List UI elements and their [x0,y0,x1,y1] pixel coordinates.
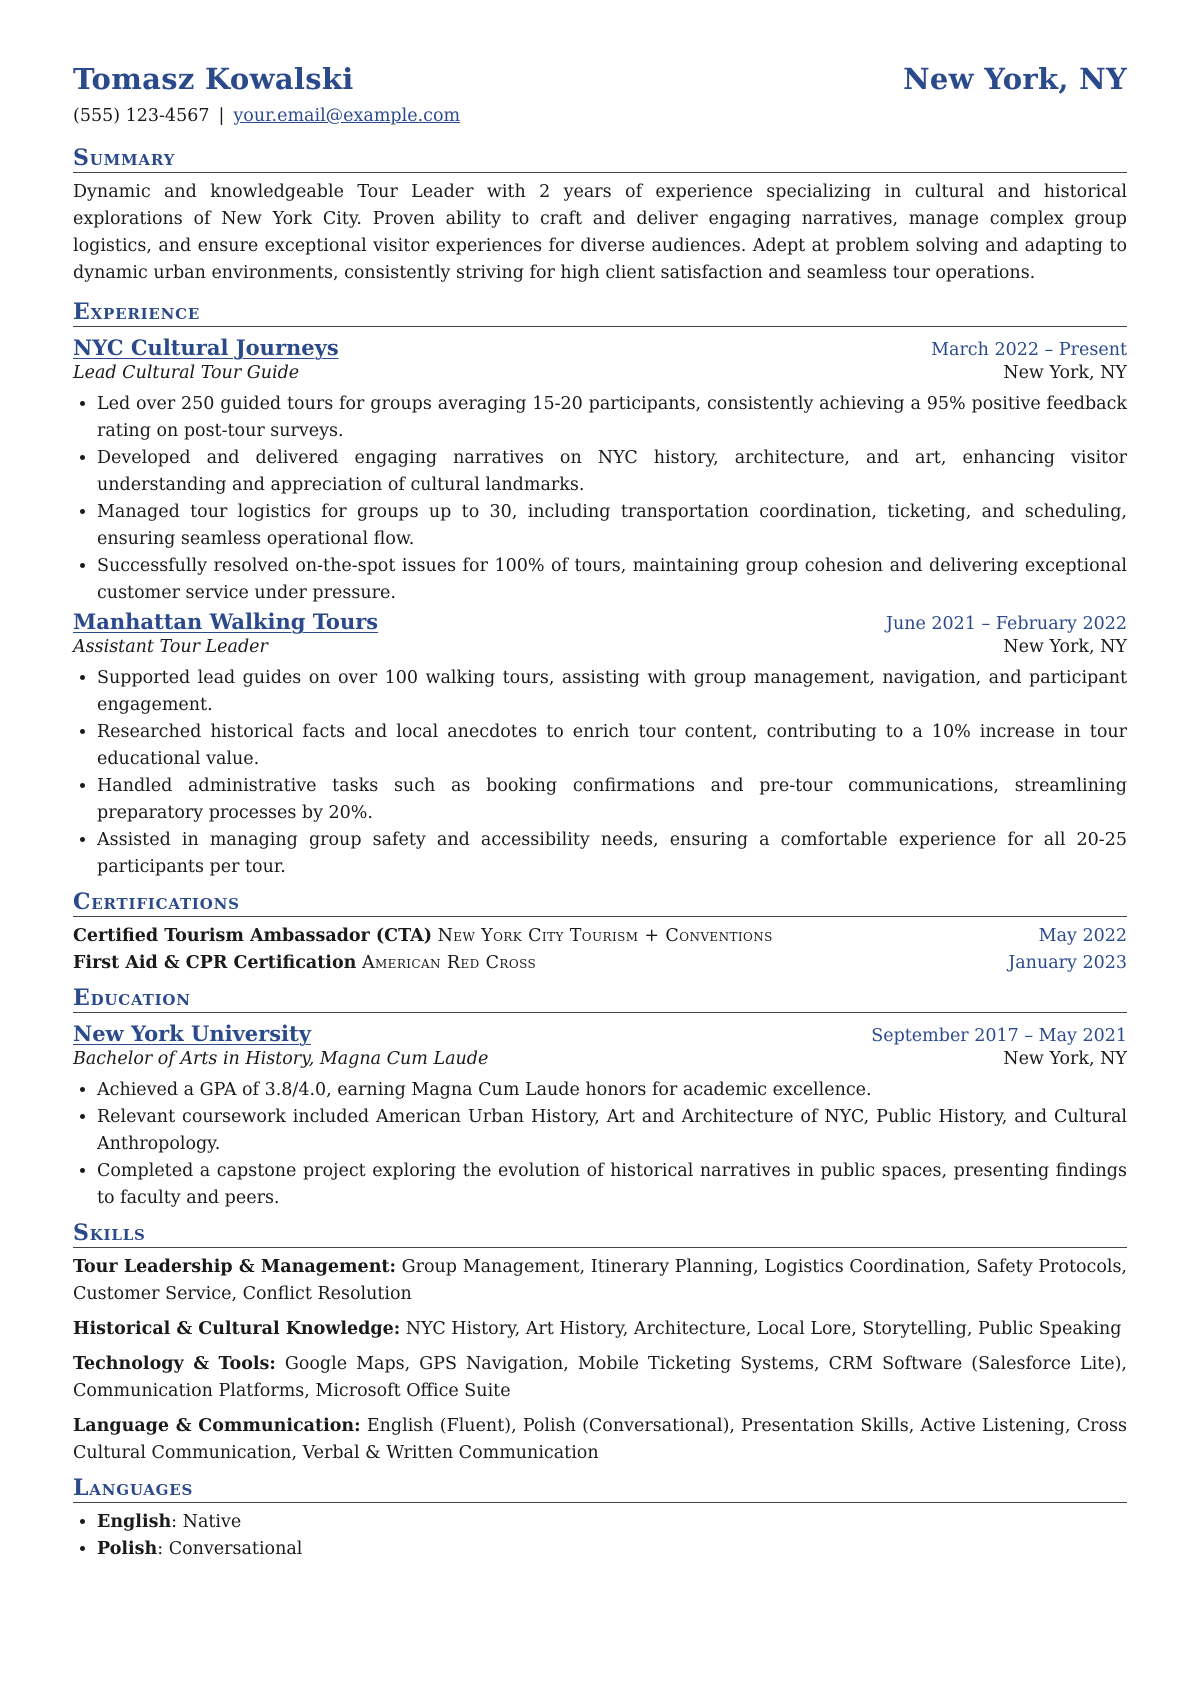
skill-category: Historical & Cultural Knowledge: [73,1319,401,1339]
school-location: New York, NY [1003,1049,1127,1069]
employment-dates: June 2021 – February 2022 [885,614,1127,634]
list-item: • Completed a capstone project exploring the evolution of historical narratives in public spaces, presenting findings to faculty and peers. [97,1158,1127,1212]
skill-items: Group Management, Itinerary Planning, Logistics Coordination, Safety Protocols, Customer Service, Conflict Resolution [73,1257,1127,1304]
list-item: • Relevant coursework included American Urban History, Art and Architecture of NYC, Public History, and Cultural Anthropology. [97,1104,1127,1158]
skill-group [73,1316,1127,1343]
list-item: • Successfully resolved on-the-spot issues for 100% of tours, maintaining group cohesion and delivering exceptional customer service under pressure. [97,553,1127,607]
certifications-list [73,923,1127,977]
experience-bullets [73,391,1127,607]
resume-header [73,62,1127,96]
phone-number: (555) 123-4567 [73,106,210,126]
certification-name: Certified Tourism Ambassador (CTA) [73,926,433,946]
section-title-skills: Skills [73,1220,1127,1248]
list-item: • Handled administrative tasks such as booking confirmations and pre-tour communications, streamlining preparatory processes by 20%. [97,773,1127,827]
certification-issuer: New York City Tourism + Conventions [437,926,773,946]
education-bullets [73,1077,1127,1212]
school-name[interactable]: New York University [73,1021,311,1046]
certification-issuer: American Red Cross [361,953,537,973]
certification-date: May 2022 [1038,926,1127,946]
skill-items: NYC History, Art History, Architecture, Local Lore, Storytelling, Public Speaking [405,1319,1122,1339]
employment-dates: March 2022 – Present [931,340,1127,360]
resume-page [73,62,1127,1563]
education-entry [73,1021,1127,1212]
language-name: English [97,1512,172,1532]
employer-name[interactable]: Manhattan Walking Tours [73,609,379,634]
list-item: • Led over 250 guided tours for groups averaging 15-20 participants, consistently achieving a 95% positive feedback rating on post-tour surveys. [97,391,1127,445]
language-name: Polish [97,1539,158,1559]
experience-entry [73,609,1127,881]
skill-group [73,1413,1127,1467]
skill-group [73,1254,1127,1308]
languages-list [73,1509,1127,1563]
job-location: New York, NY [1003,363,1127,383]
job-title: Assistant Tour Leader [73,637,268,657]
experience-bullets [73,665,1127,881]
certification-date: January 2023 [1008,953,1127,973]
section-title-summary: Summary [73,145,1127,173]
language-level: : Native [171,1512,242,1532]
skill-category: Technology & Tools: [73,1354,276,1374]
candidate-location: New York, NY [903,62,1127,96]
list-item: • Managed tour logistics for groups up to 30, including transportation coordination, ticketing, and scheduling, ensuring seamless operational flow. [97,499,1127,553]
certification-row [73,950,1127,977]
language-item [97,1509,1127,1536]
job-title: Lead Cultural Tour Guide [73,363,300,383]
list-item: • Assisted in managing group safety and accessibility needs, ensuring a comfortable experience for all 20-25 participants per tour. [97,827,1127,881]
section-title-education: Education [73,985,1127,1013]
skill-items: Google Maps, GPS Navigation, Mobile Ticketing Systems, CRM Software (Salesforce Lite), Communication Platforms, Microsoft Office Suite [73,1354,1127,1401]
certification-name: First Aid & CPR Certification [73,953,357,973]
education-dates: September 2017 – May 2021 [871,1026,1127,1046]
skill-items: English (Fluent), Polish (Conversational), Presentation Skills, Active Listening, Cross Cultural Communication, Verbal & Written Communication [73,1416,1127,1463]
list-item: • Supported lead guides on over 100 walking tours, assisting with group management, navigation, and participant engagement. [97,665,1127,719]
list-item: • Achieved a GPA of 3.8/4.0, earning Magna Cum Laude honors for academic excellence. [97,1077,1127,1104]
experience-entry [73,335,1127,607]
job-location: New York, NY [1003,637,1127,657]
skill-category: Language & Communication: [73,1416,361,1436]
list-item: • Developed and delivered engaging narratives on NYC history, architecture, and art, enhancing visitor understanding and appreciation of cultural landmarks. [97,445,1127,499]
contact-line [73,106,1127,126]
degree: Bachelor of Arts in History, Magna Cum Laude [73,1049,489,1069]
section-title-languages: Languages [73,1475,1127,1503]
language-level: : Conversational [157,1539,303,1559]
skill-category: Tour Leadership & Management: [73,1257,396,1277]
employer-name[interactable]: NYC Cultural Journeys [73,335,339,360]
certification-row [73,923,1127,950]
summary-text: Dynamic and knowledgeable Tour Leader with 2 years of experience specializing in cultural and historical explorations of New York City. Proven ability to craft and deliver engaging narratives, manage complex group logistics, and ensure exceptional visitor experiences for diverse audiences. Adept at problem solving and adapting to dynamic urban environments, consistently striving for high client satisfaction and seamless tour operations. [73,182,1127,283]
email-link[interactable]: your.email@example.com [233,106,461,126]
candidate-name: Tomasz Kowalski [73,62,354,96]
section-title-certifications: Certifications [73,889,1127,917]
contact-separator: | [218,106,225,126]
list-item: • Researched historical facts and local anecdotes to enrich tour content, contributing to a 10% increase in tour educational value. [97,719,1127,773]
language-item [97,1536,1127,1563]
section-title-experience: Experience [73,299,1127,327]
skill-group [73,1351,1127,1405]
